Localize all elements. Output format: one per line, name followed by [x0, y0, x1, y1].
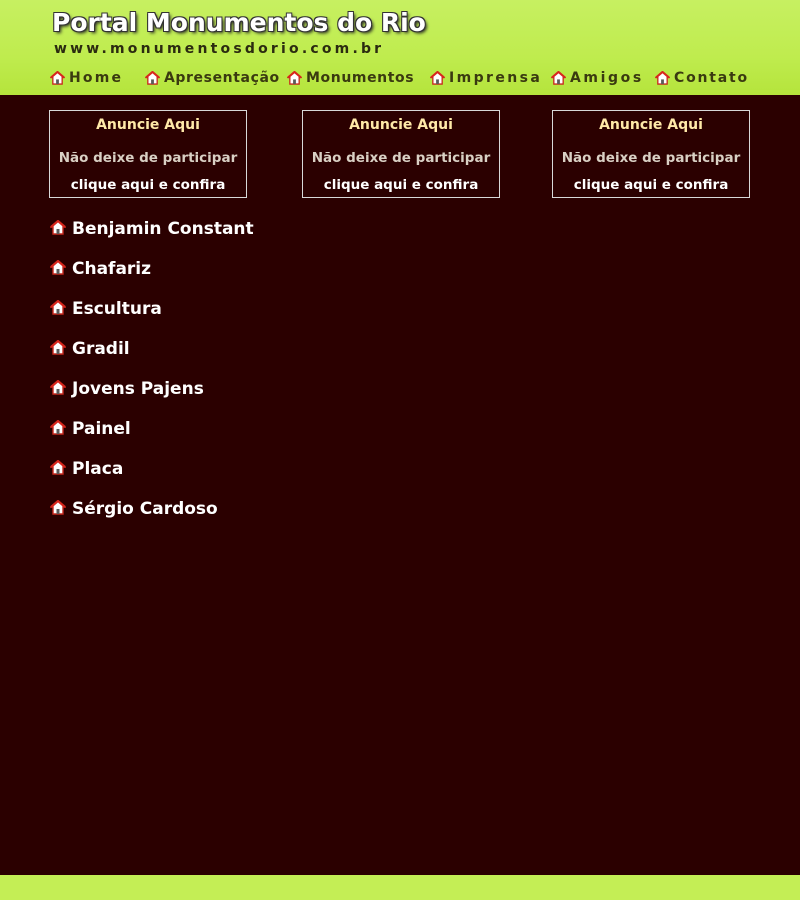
- ad-link[interactable]: clique aqui e confira: [70, 177, 226, 193]
- house-icon: [430, 71, 445, 85]
- main-nav: [0, 68, 800, 88]
- list-item-label: Placa: [72, 459, 124, 479]
- nav-item-apresentacao[interactable]: [145, 68, 280, 88]
- nav-item-label: Contato: [674, 70, 749, 86]
- house-icon: [551, 71, 566, 85]
- house-icon: [287, 71, 302, 85]
- house-icon: [50, 220, 66, 235]
- list-item[interactable]: [50, 498, 350, 538]
- nav-item-label: Amigos: [570, 70, 644, 86]
- list-item[interactable]: [50, 338, 350, 378]
- list-item[interactable]: [50, 258, 350, 298]
- ad-box[interactable]: [49, 110, 247, 198]
- house-icon: [50, 260, 66, 275]
- footer-bar: [0, 875, 800, 900]
- house-icon: [50, 500, 66, 515]
- list-item[interactable]: [50, 458, 350, 498]
- nav-item-imprensa[interactable]: [430, 68, 542, 88]
- list-item[interactable]: [50, 298, 350, 338]
- list-item[interactable]: [50, 378, 350, 418]
- nav-item-label: Home: [69, 70, 124, 86]
- list-item-label: Painel: [72, 419, 131, 439]
- ad-row: [0, 110, 800, 200]
- list-item-label: Jovens Pajens: [72, 379, 204, 399]
- ad-title: Anuncie Aqui: [349, 117, 453, 133]
- nav-item-home[interactable]: [50, 68, 123, 88]
- ad-text: Não deixe de participar: [58, 150, 238, 166]
- nav-item-contato[interactable]: [655, 68, 749, 88]
- list-item-label: Escultura: [72, 299, 162, 319]
- house-icon: [655, 71, 670, 85]
- house-icon: [145, 71, 160, 85]
- nav-item-monumentos[interactable]: [287, 68, 414, 88]
- house-icon: [50, 300, 66, 315]
- ad-link[interactable]: clique aqui e confira: [323, 177, 479, 193]
- nav-item-label: Monumentos: [306, 70, 415, 86]
- ad-text: Não deixe de participar: [561, 150, 741, 166]
- monument-list: [50, 218, 350, 538]
- house-icon: [50, 380, 66, 395]
- nav-item-label: Apresentação: [164, 70, 280, 86]
- list-item-label: Benjamin Constant: [72, 219, 254, 239]
- ad-box[interactable]: [552, 110, 750, 198]
- list-item[interactable]: [50, 418, 350, 458]
- house-icon: [50, 71, 65, 85]
- ad-link[interactable]: clique aqui e confira: [573, 177, 729, 193]
- nav-item-label: Imprensa: [449, 70, 543, 86]
- house-icon: [50, 340, 66, 355]
- nav-item-amigos[interactable]: [551, 68, 644, 88]
- ad-title: Anuncie Aqui: [96, 117, 200, 133]
- list-item-label: Chafariz: [72, 259, 152, 279]
- ad-title: Anuncie Aqui: [599, 117, 703, 133]
- site-title[interactable]: Portal Monumentos do Rio: [52, 8, 426, 37]
- list-item-label: Gradil: [72, 339, 130, 359]
- header: [0, 0, 800, 95]
- list-item-label: Sérgio Cardoso: [72, 499, 218, 519]
- house-icon: [50, 460, 66, 475]
- site-url: www.monumentosdorio.com.br: [54, 41, 385, 57]
- list-item[interactable]: [50, 218, 350, 258]
- house-icon: [50, 420, 66, 435]
- ad-box[interactable]: [302, 110, 500, 198]
- ad-text: Não deixe de participar: [311, 150, 491, 166]
